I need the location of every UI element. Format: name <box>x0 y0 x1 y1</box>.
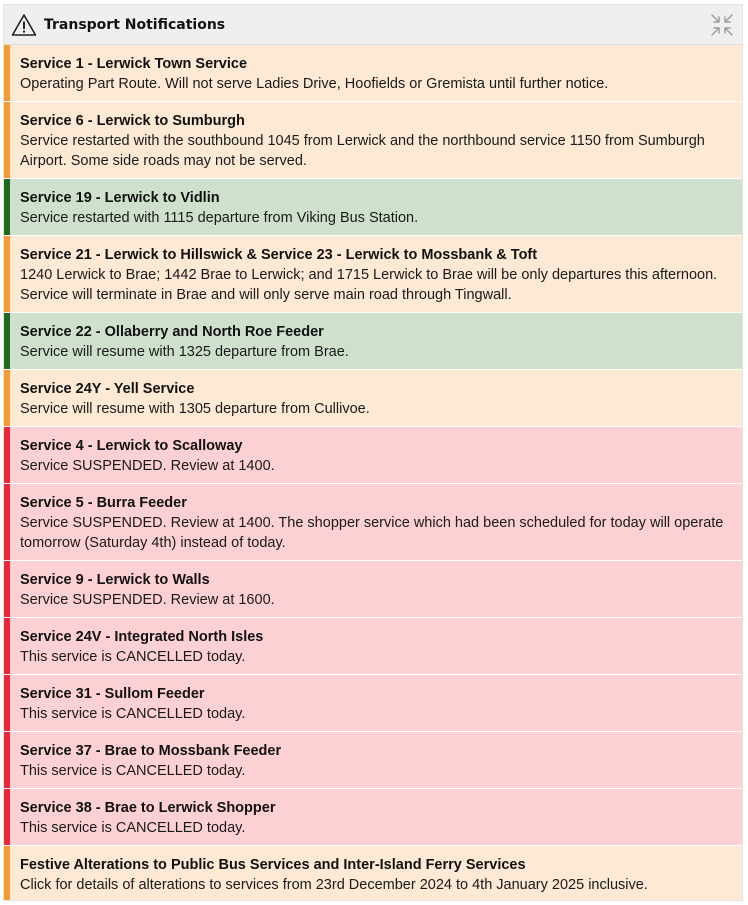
notification-item[interactable] <box>4 236 742 313</box>
notification-description: Operating Part Route. Will not serve Ladies Drive, Hoofields or Gremista until further notice. <box>20 76 609 92</box>
notification-title: Service 24Y - Yell Service <box>20 381 195 397</box>
notification-title: Service 19 - Lerwick to Vidlin <box>20 190 220 206</box>
notification-title: Service 5 - Burra Feeder <box>20 495 187 511</box>
notification-title: Service 6 - Lerwick to Sumburgh <box>20 113 245 129</box>
notification-title: Service 22 - Ollaberry and North Roe Feeder <box>20 324 324 340</box>
notification-title: Festive Alterations to Public Bus Services and Inter-Island Ferry Services <box>20 857 526 873</box>
notification-item[interactable] <box>4 561 742 618</box>
notification-item[interactable] <box>4 675 742 732</box>
notification-description: Service SUSPENDED. Review at 1400. The shopper service which had been scheduled for today will operate tomorrow (Saturday 4th) instead of today. <box>20 515 724 551</box>
notification-item[interactable] <box>4 179 742 236</box>
notification-title: Service 4 - Lerwick to Scalloway <box>20 438 243 454</box>
notification-description: Service will resume with 1325 departure from Brae. <box>20 344 349 360</box>
notification-item[interactable] <box>4 789 742 846</box>
notification-item[interactable] <box>4 846 742 901</box>
notification-description: Service SUSPENDED. Review at 1400. <box>20 458 275 474</box>
notification-item[interactable] <box>4 618 742 675</box>
notification-description: Click for details of alterations to services from 23rd December 2024 to 4th January 2025 inclusive. <box>20 877 648 893</box>
notification-item[interactable] <box>4 45 742 102</box>
notification-item[interactable] <box>4 313 742 370</box>
notification-item[interactable] <box>4 484 742 561</box>
notification-title: Service 37 - Brae to Mossbank Feeder <box>20 743 282 759</box>
notification-description: Service SUSPENDED. Review at 1600. <box>20 592 275 608</box>
notification-title: Service 24V - Integrated North Isles <box>20 629 264 645</box>
notification-description: This service is CANCELLED today. <box>20 706 246 722</box>
notification-item[interactable] <box>4 427 742 484</box>
notification-item[interactable] <box>4 102 742 179</box>
notification-title: Service 31 - Sullom Feeder <box>20 686 205 702</box>
notification-item[interactable] <box>4 732 742 789</box>
notification-item[interactable] <box>4 370 742 427</box>
warning-triangle-icon <box>10 12 38 38</box>
notification-description: Service restarted with the southbound 1045 from Lerwick and the northbound service 1150 from Sumburgh Airport. Some side roads may not be served. <box>20 133 705 169</box>
notification-description: This service is CANCELLED today. <box>20 820 246 836</box>
notification-title: Service 38 - Brae to Lerwick Shopper <box>20 800 276 816</box>
panel-title: Transport Notifications <box>44 16 226 33</box>
notification-title: Service 21 - Lerwick to Hillswick & Service 23 - Lerwick to Mossbank & Toft <box>20 247 538 263</box>
panel-header <box>4 5 742 45</box>
notification-description: 1240 Lerwick to Brae; 1442 Brae to Lerwick; and 1715 Lerwick to Brae will be only departures this afternoon. Service will terminate in Brae and will only serve main road through Tingwall. <box>20 267 718 303</box>
notification-description: Service will resume with 1305 departure from Cullivoe. <box>20 401 370 417</box>
notification-list <box>4 45 742 901</box>
notification-description: Service restarted with 1115 departure from Viking Bus Station. <box>20 210 419 226</box>
transport-notifications-panel <box>3 4 743 901</box>
notification-description: This service is CANCELLED today. <box>20 649 246 665</box>
collapse-arrows-icon[interactable] <box>710 13 734 37</box>
notification-description: This service is CANCELLED today. <box>20 763 246 779</box>
notification-title: Service 1 - Lerwick Town Service <box>20 56 248 72</box>
notification-title: Service 9 - Lerwick to Walls <box>20 572 210 588</box>
